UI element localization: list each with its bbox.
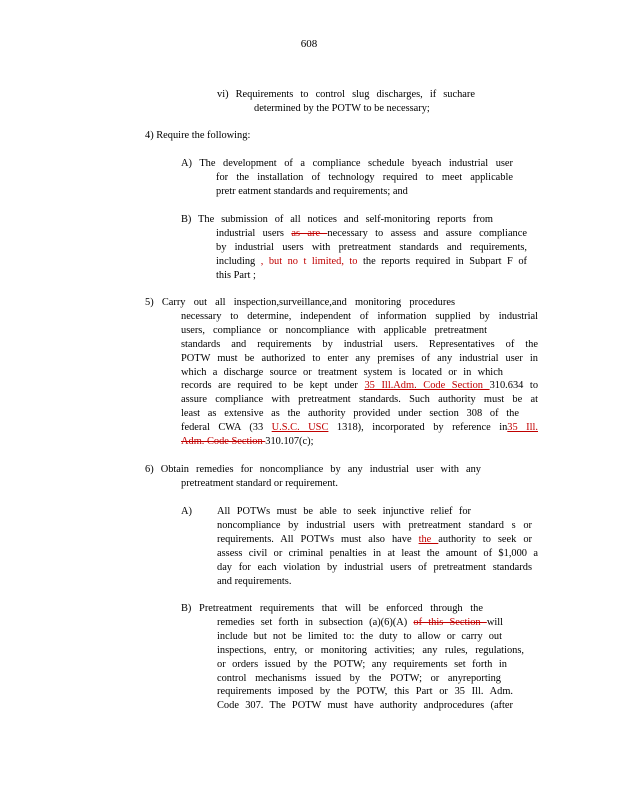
- page-number: 608: [300, 38, 318, 50]
- item-4-b-line-4-text-b: the reports required in Subpart F of: [357, 255, 527, 267]
- item-vi-line-1: vi) Requirements to control slug discharges, if suchare: [217, 89, 475, 100]
- item-4-b-line-2: [216, 227, 527, 241]
- item-5-line-8: assure compliance with pretreatment standards. Such authority must be at: [181, 394, 538, 406]
- item-6-b: [181, 602, 527, 713]
- item-6-a-inserted-text: the: [418, 533, 439, 545]
- item-5-line-10-text-a: federal CWA (33: [181, 422, 272, 434]
- item-5-line-9: least as extensive as the authority provided under section 308 of the: [181, 408, 519, 420]
- item-6-heading: [145, 463, 481, 491]
- item-4-b-line-4-text-a: including: [216, 255, 256, 267]
- item-6-b-line-1: B) Pretreatment requirements that will be enforced through the: [181, 603, 483, 614]
- item-5-line-7-text-b: 310.634 to: [489, 380, 539, 392]
- item-5-inserted-citation-2: 35 Ill.: [507, 422, 538, 434]
- item-4-a-line-1: A) The development of a compliance schedule byeach industrial user: [181, 158, 513, 169]
- item-5-line-11: [145, 435, 538, 449]
- item-vi: [217, 88, 475, 116]
- item-4-b-line-1: B) The submission of all notices and self-monitoring reports from: [181, 214, 493, 225]
- item-6-a-line-6: and requirements.: [217, 575, 292, 587]
- item-6-heading-line-1: 6) Obtain remedies for noncompliance by any industrial user with any: [145, 464, 481, 475]
- item-4-heading: 4) Require the following:: [145, 130, 251, 141]
- item-4-b: [181, 213, 527, 283]
- item-6-a-line-2: noncompliance by industrial users with pretreatment standard s or: [217, 519, 532, 531]
- item-4-b-deleted-text: as are: [291, 227, 328, 239]
- item-6-b-line-2-text-b: will: [486, 616, 503, 628]
- item-6-b-line-2-text-a: remedies set forth in subsection (a)(6)(A): [217, 616, 414, 628]
- item-4-b-inserted-text: , but no t limited, to: [255, 255, 358, 267]
- item-5-inserted-usc: U.S.C. USC: [271, 422, 329, 434]
- item-6-heading-line-2: pretreatment standard or requirement.: [181, 477, 338, 489]
- item-vi-line-2: determined by the POTW to be necessary;: [254, 102, 430, 114]
- item-6-a-marker: A): [181, 506, 192, 517]
- item-6-b-deleted-text: of this Section: [413, 616, 487, 628]
- item-5-line-7-text-a: records are required to be kept under: [181, 380, 365, 392]
- item-5-line-1: 5) Carry out all inspection,surveillance,and monitoring procedures: [145, 297, 455, 308]
- item-6-b-line-4: inspections, entry, or monitoring activities; any rules, regulations,: [217, 644, 524, 656]
- item-6-a-line-3: [217, 533, 532, 547]
- item-4-b-line-2-text-b: necessary to assess and assure compliance: [327, 227, 527, 239]
- item-6-b-line-3: include but not be limited to: the duty to allow or carry out: [217, 630, 502, 642]
- item-6-b-line-2: [217, 616, 503, 630]
- item-4-a-line-2: for the installation of technology required to meet applicable: [216, 171, 513, 183]
- item-6-b-line-7: requirements imposed by the POTW, this Part or 35 Ill. Adm.: [217, 686, 513, 698]
- item-4-b-line-5: this Part ;: [216, 269, 256, 281]
- item-5-inserted-citation: 35 Ill.Adm. Code Section: [364, 380, 490, 392]
- item-5-line-6: which a discharge source or treatment system is located or in which: [181, 366, 503, 378]
- item-6-b-line-8: Code 307. The POTW must have authority andprocedures (after: [217, 700, 513, 712]
- item-5-line-11-text-b: 310.107(c);: [265, 436, 314, 448]
- item-5-line-3: users, compliance or noncompliance with applicable pretreatment: [181, 324, 487, 336]
- item-6-a-line-3-text-a: requirements. All POTWs must also have: [217, 533, 419, 545]
- item-6-a-line-5: day for each violation by industrial users of pretreatment standards: [217, 561, 532, 573]
- item-6-b-line-5: or orders issued by the POTW; any requirements set forth in: [217, 658, 507, 670]
- item-4-b-line-4: [216, 255, 527, 269]
- item-6-a-line-4: assess civil or criminal penalties in at least the amount of $1,000 a: [217, 547, 538, 559]
- item-5-deleted-text: Adm. Code Section: [181, 436, 266, 448]
- item-5-line-5: POTW must be authorized to enter any premises of any industrial user in: [181, 352, 538, 364]
- item-5-line-7: [181, 379, 538, 393]
- item-6-a-line-1: All POTWs must be able to seek injunctive relief for: [217, 506, 471, 517]
- item-4-a-line-3: pretr eatment standards and requirements; and: [216, 185, 408, 197]
- item-5: [145, 296, 538, 449]
- item-4-a: [181, 157, 513, 199]
- item-5-line-10-text-b: 1318), incorporated by reference in: [328, 422, 508, 434]
- item-5-line-10: [181, 421, 538, 435]
- item-4-b-line-2-text-a: industrial users: [216, 227, 292, 239]
- item-6-a-line-3-text-b: authority to seek or: [438, 533, 533, 545]
- item-4-b-line-3: by industrial users with pretreatment standards and requirements,: [216, 241, 527, 253]
- item-5-line-4: standards and requirements by industrial users. Representatives of the: [181, 338, 538, 350]
- item-6-b-line-6: control mechanisms issued by the POTW; or anyreporting: [217, 672, 501, 684]
- item-5-line-2: necessary to determine, independent of information supplied by industrial: [181, 310, 538, 322]
- item-6-a: [217, 505, 538, 588]
